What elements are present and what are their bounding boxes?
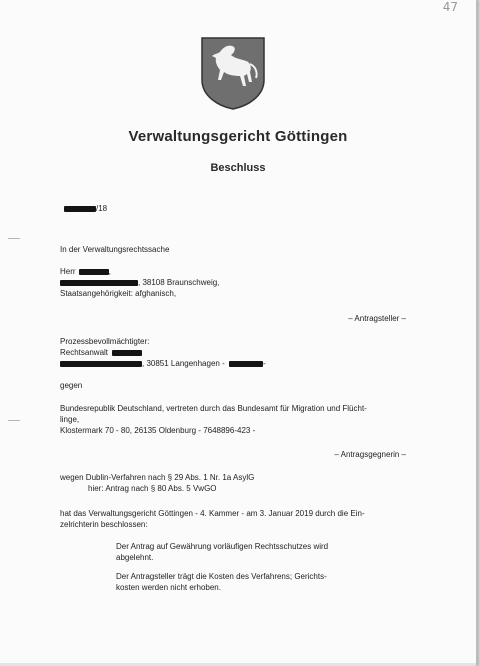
- applicant-address: , 38108 Braunschweig,: [138, 278, 220, 287]
- ruling-1-line-1: Der Antrag auf Gewährung vorläufigen Rechtsschutzes wird: [116, 542, 329, 551]
- applicant-citizenship: Staatsangehörigkeit: afghanisch,: [60, 289, 177, 298]
- representative-name-line: [60, 347, 142, 358]
- lower-saxony-horse-crest: [200, 34, 266, 110]
- court-title: Verwaltungsgericht Göttingen: [128, 128, 348, 145]
- subject-line-2: hier: Antrag nach § 80 Abs. 5 VwGO: [88, 484, 217, 493]
- redaction: [229, 361, 263, 367]
- redaction: [60, 280, 138, 286]
- redaction: [112, 350, 142, 356]
- representative-address-line: [60, 358, 266, 369]
- representative-address: , 30851 Langenhagen -: [142, 359, 225, 368]
- respondent-line-2: linge,: [60, 415, 80, 424]
- representative-trailing: -: [262, 359, 266, 368]
- redaction: [79, 269, 109, 275]
- respondent-line-3: Klostermark 70 - 80, 26135 Oldenburg - 7648896-423 -: [60, 426, 256, 435]
- applicant-role: – Antragsteller –: [348, 314, 406, 323]
- ruling-2-line-2: kosten werden nicht erhoben.: [116, 583, 221, 592]
- respondent-line-1: Bundesrepublik Deutschland, vertreten durch das Bundesamt für Migration und Flücht-: [60, 404, 367, 413]
- representative-heading: Prozessbevollmächtigter:: [60, 337, 150, 346]
- case-number-suffix: /18: [96, 204, 108, 213]
- ruling-1-line-2: abgelehnt.: [116, 553, 154, 562]
- document-type: Beschluss: [210, 162, 266, 174]
- page-number-handwritten: 47: [442, 0, 458, 14]
- redaction: [60, 361, 142, 367]
- respondent-role: – Antragsgegnerin –: [334, 450, 406, 459]
- scan-mark: [8, 238, 20, 239]
- applicant-salutation: Herr: [60, 267, 76, 276]
- representative-name-prefix: Rechtsanwalt: [60, 348, 109, 357]
- intro-text: In der Verwaltungsrechtssache: [60, 245, 170, 254]
- subject-line-1: wegen Dublin-Verfahren nach § 29 Abs. 1 Nr. 1a AsylG: [60, 473, 255, 482]
- scan-mark: [8, 420, 20, 421]
- gegen-text: gegen: [60, 381, 83, 390]
- applicant-address-line: [60, 277, 219, 288]
- ruling-2-line-1: Der Antragsteller trägt die Kosten des Verfahrens; Gerichts-: [116, 572, 327, 581]
- decision-intro-line-2: zelrichterin beschlossen:: [60, 520, 148, 529]
- redaction: [64, 206, 96, 212]
- case-number: [64, 203, 107, 214]
- applicant-name-line: Herr ,: [60, 267, 112, 276]
- decision-intro-line-1: hat das Verwaltungsgericht Göttingen - 4. Kammer - am 3. Januar 2019 durch die Ein-: [60, 509, 365, 518]
